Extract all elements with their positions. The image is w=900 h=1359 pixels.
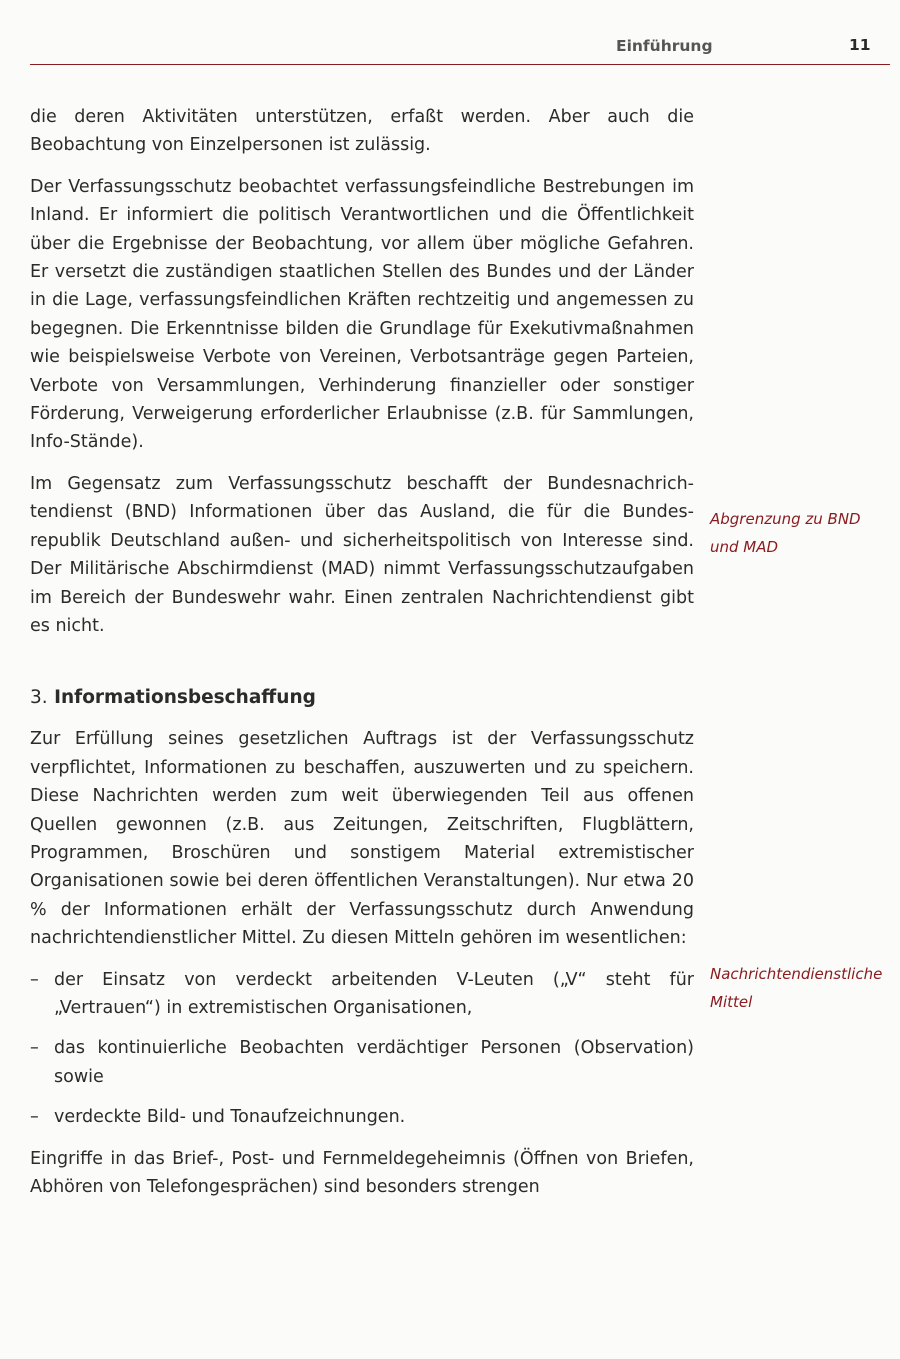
paragraph-bnd-mad: Im Gegensatz zum Verfassungsschutz beschafft der Bundesnachrichtendienst (BND) Informationen über das Ausland, die für die Bundesrepublik Deutschland außen- und sicherheitspolitisch von Interesse sind. Der Militärische Abschirmdienst (MAD) nimmt Verfassungsschutzaufgaben im Bereich der Bundeswehr wahr. Einen zentralen Nachrichtendienst gibt es nicht. xyxy=(30,473,694,636)
page-number: 11 xyxy=(849,36,871,54)
list-item-text: der Einsatz von verdeckt arbeitenden V-Leuten („V“ steht für „Vertrauen“) in extremistischen Organisationen, xyxy=(54,969,694,1018)
list-dash: – xyxy=(30,1107,39,1128)
margin-note-nachrichtendienstliche-mittel: Nachrichtendienstliche Mittel xyxy=(710,965,883,1011)
list-item xyxy=(30,966,694,1023)
running-title: Einführung xyxy=(616,37,713,55)
main-text-column xyxy=(30,103,694,1201)
list-item xyxy=(30,1103,694,1131)
paragraph-informationsbeschaffung: Zur Erfüllung seines gesetzlichen Auftrags ist der Verfassungsschutz verpflichtet, Informationen zu beschaffen, auszuwerten und zu speichern. Diese Nachrichten werden zum weit überwiegenden Teil aus offenen Quellen gewonnen (z.B. aus Zeitungen, Zeitschriften, Flugblättern, Programmen, Broschüren und sonstigem Material extremistischer Organisationen sowie bei deren öffentlichen Veranstaltungen). Nur etwa 20 % der Informationen erhält der Verfassungsschutz durch Anwendung nachrichtendienstlicher Mittel. Zu diesen Mitteln gehören im wesentlichen: xyxy=(30,729,694,949)
list-item-text: das kontinuierliche Beobachten verdächtiger Personen (Observation) sowie xyxy=(54,1038,694,1087)
page-header xyxy=(30,30,890,65)
section-number: 3. xyxy=(30,687,48,709)
paragraph-eingriffe: Eingriffe in das Brief-, Post- und Fernmeldegeheimnis (Öffnen von Briefen, Abhören von Telefongesprächen) sind besonders strengen xyxy=(30,1148,694,1197)
means-list xyxy=(30,966,694,1132)
list-dash: – xyxy=(30,1038,39,1059)
list-dash: – xyxy=(30,969,39,990)
section-title: Informationsbeschaffung xyxy=(54,687,316,709)
list-item xyxy=(30,1034,694,1091)
margin-note-abgrenzung: Abgrenzung zu BND und MAD xyxy=(710,510,861,556)
paragraph-verfassungsschutz: Der Verfassungsschutz beobachtet verfassungsfeindliche Bestrebungen im Inland. Er informiert die politisch Verantwortlichen und die Öffentlichkeit über die Ergebnisse der Beobachtung, vor allem über mögliche Gefahren. Er versetzt die zuständigen staatlichen Stellen des Bundes und der Länder in die Lage, verfassungsfeindlichen Kräften rechtzeitig und angemessen zu begegnen. Die Erkenntnisse bilden die Grundlage für Exekutivmaßnahmen wie beispielsweise Verbote von Vereinen, Verbotsanträge gegen Parteien, Verbote von Versammlungen, Verhinderung finanzieller oder sonstiger Förderung, Verweigerung erforderlicher Erlaubnisse (z.B. für Sammlungen, Info-Stände). xyxy=(30,176,694,453)
paragraph-continuation: die deren Aktivitäten unterstützen, erfaßt werden. Aber auch die Beobachtung von Einzelpersonen ist zulässig. xyxy=(30,107,694,156)
section-heading xyxy=(30,684,694,712)
list-item-text: verdeckte Bild- und Tonaufzeichnungen. xyxy=(54,1107,406,1128)
